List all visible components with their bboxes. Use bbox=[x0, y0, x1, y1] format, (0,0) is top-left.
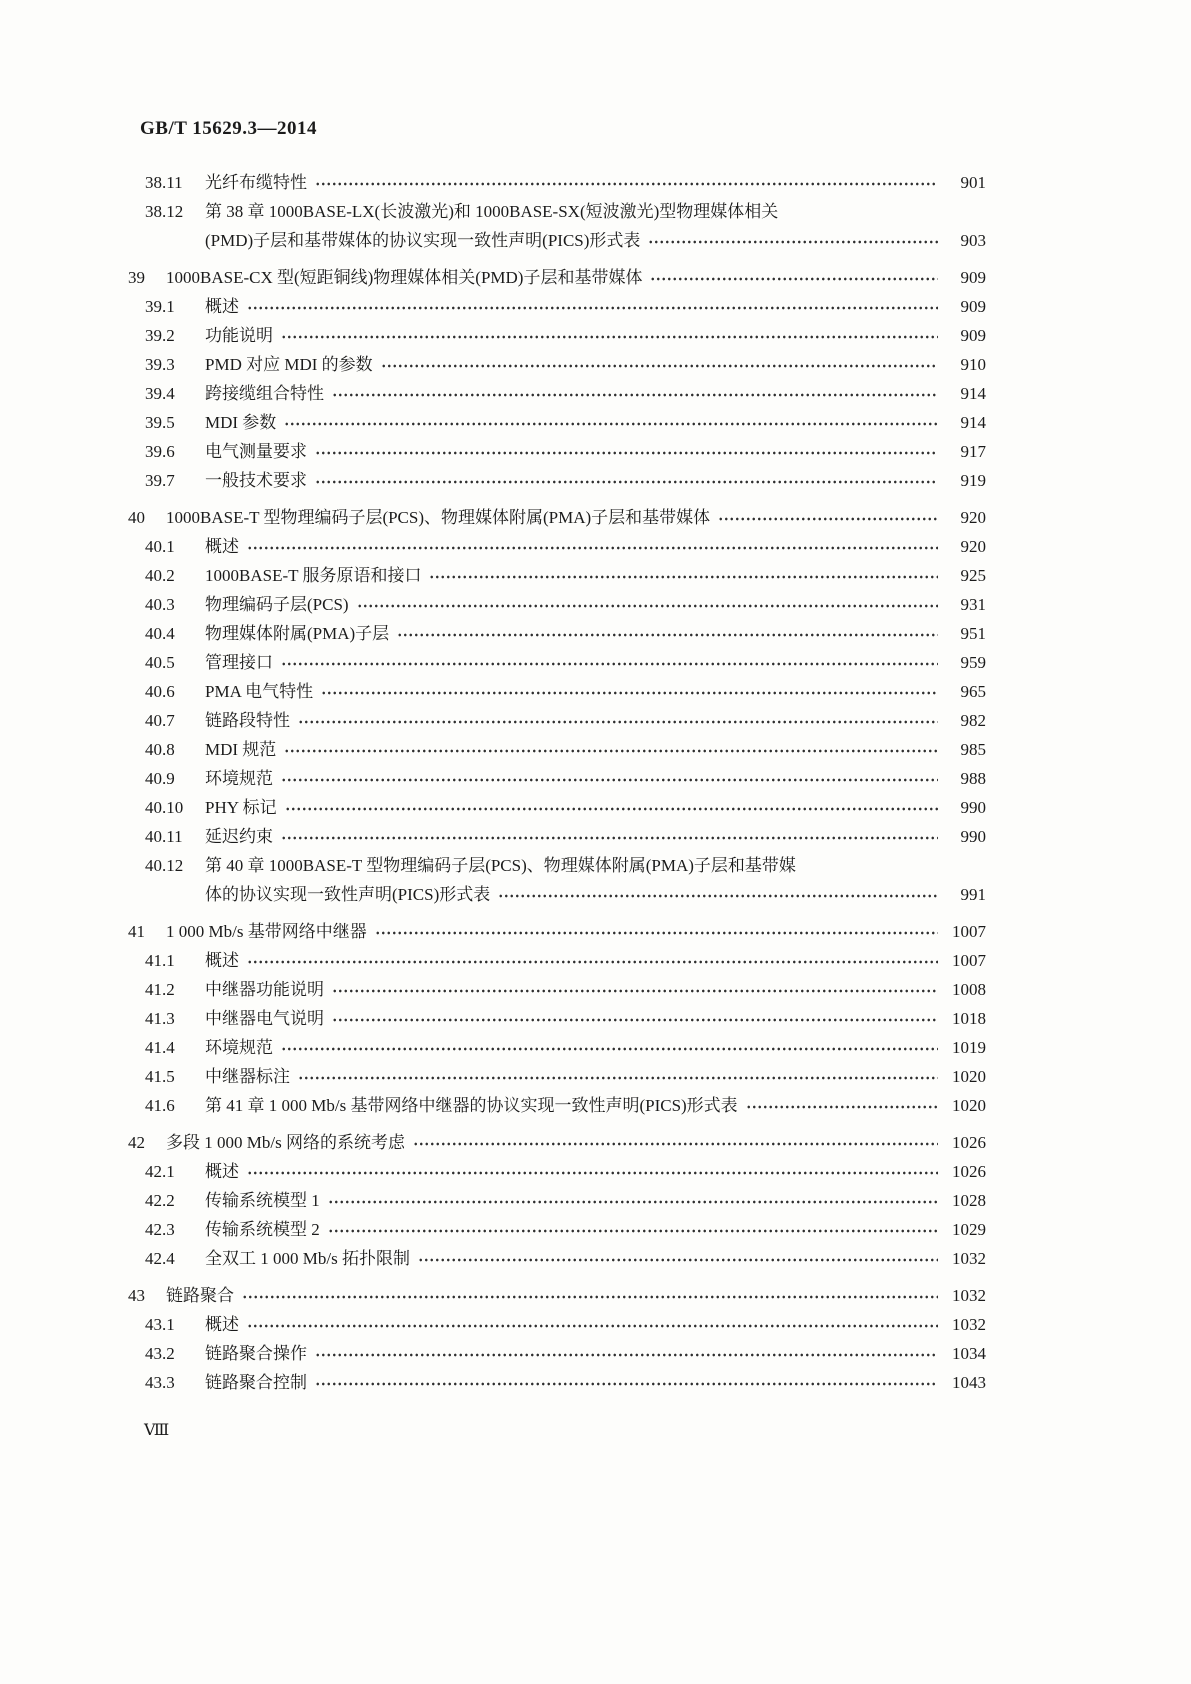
toc-entry-title: PMD 对应 MDI 的参数 bbox=[205, 355, 373, 374]
toc-dot-leader bbox=[315, 1339, 938, 1368]
toc-entry-page: 917 bbox=[960, 442, 986, 461]
toc-entry bbox=[128, 946, 986, 975]
toc-entry-number: 41.2 bbox=[145, 980, 175, 999]
toc-entry-number: 39.6 bbox=[145, 442, 175, 461]
toc-entry bbox=[128, 321, 986, 350]
toc-dot-leader bbox=[397, 619, 938, 648]
toc-entry-number: 40 bbox=[128, 508, 145, 527]
toc-dot-leader bbox=[357, 590, 938, 619]
toc-entry-number: 41.4 bbox=[145, 1038, 175, 1057]
toc-entry bbox=[128, 706, 986, 735]
toc-entry bbox=[128, 851, 986, 909]
toc-entry bbox=[128, 590, 986, 619]
toc-entry bbox=[128, 1368, 986, 1397]
toc-entry-page: 959 bbox=[960, 653, 986, 672]
toc-dot-leader bbox=[418, 1244, 938, 1273]
toc-entry-page: 920 bbox=[960, 508, 986, 527]
toc-entry-title: 全双工 1 000 Mb/s 拓扑限制 bbox=[205, 1249, 410, 1268]
toc-entry-page: 1032 bbox=[952, 1249, 986, 1268]
toc-dot-leader bbox=[281, 764, 938, 793]
toc-entry bbox=[128, 648, 986, 677]
toc-entry-title: 链路段特性 bbox=[205, 711, 290, 730]
toc-entry-title: 概述 bbox=[205, 1162, 239, 1181]
toc-entry-title: 概述 bbox=[205, 951, 239, 970]
toc-entry bbox=[128, 793, 986, 822]
toc-entry-title: 环境规范 bbox=[205, 769, 273, 788]
toc-entry-number: 42 bbox=[128, 1133, 145, 1152]
toc-entry-title: 功能说明 bbox=[205, 326, 273, 345]
toc-entry bbox=[128, 1310, 986, 1339]
toc-dot-leader bbox=[247, 292, 938, 321]
toc-entry bbox=[128, 1339, 986, 1368]
toc-entry-page: 1020 bbox=[952, 1096, 986, 1115]
toc-dot-leader bbox=[281, 648, 938, 677]
toc-entry-page: 990 bbox=[960, 827, 986, 846]
toc-entry bbox=[128, 1244, 986, 1273]
toc-entry-page: 909 bbox=[960, 268, 986, 287]
toc-entry-page: 965 bbox=[960, 682, 986, 701]
toc-entry bbox=[128, 408, 986, 437]
toc-dot-leader bbox=[315, 437, 938, 466]
toc-entry-page: 1032 bbox=[952, 1315, 986, 1334]
toc-entry-page: 985 bbox=[960, 740, 986, 759]
toc-entry-number: 40.10 bbox=[145, 798, 184, 817]
toc-entry bbox=[128, 1062, 986, 1091]
toc-dot-leader bbox=[281, 321, 938, 350]
toc-entry-page: 919 bbox=[960, 471, 986, 490]
toc-dot-leader bbox=[242, 1281, 938, 1310]
toc-entry-title: 环境规范 bbox=[205, 1038, 273, 1057]
toc-entry-page: 1026 bbox=[952, 1162, 986, 1181]
toc-entry-page: 991 bbox=[960, 885, 986, 904]
toc-entry bbox=[128, 917, 986, 946]
toc-entry bbox=[128, 764, 986, 793]
toc-entry bbox=[128, 350, 986, 379]
toc-entry-number: 42.1 bbox=[145, 1162, 175, 1181]
toc-list bbox=[128, 168, 986, 1397]
toc-entry-number: 42.4 bbox=[145, 1249, 175, 1268]
toc-entry-page: 1007 bbox=[952, 951, 986, 970]
toc-entry-number: 40.12 bbox=[145, 856, 184, 875]
toc-entry-number: 40.5 bbox=[145, 653, 175, 672]
toc-entry-number: 41.6 bbox=[145, 1096, 175, 1115]
toc-entry bbox=[128, 1186, 986, 1215]
toc-entry-title: 第 41 章 1 000 Mb/s 基带网络中继器的协议实现一致性声明(PICS)形式表 bbox=[205, 1096, 738, 1115]
toc-entry bbox=[128, 1033, 986, 1062]
toc-entry-number: 39.2 bbox=[145, 326, 175, 345]
toc-dot-leader bbox=[413, 1128, 938, 1157]
toc-entry-page: 910 bbox=[960, 355, 986, 374]
toc-entry-page: 909 bbox=[960, 326, 986, 345]
toc-entry bbox=[128, 466, 986, 495]
toc-entry-title: MDI 规范 bbox=[205, 740, 277, 759]
toc-entry-number: 40.8 bbox=[145, 740, 175, 759]
toc-dot-leader bbox=[746, 1091, 938, 1120]
toc-entry-title: 延迟约束 bbox=[205, 827, 273, 846]
toc-entry-page: 909 bbox=[960, 297, 986, 316]
toc-entry-title: 链路聚合操作 bbox=[205, 1344, 307, 1363]
toc-entry-number: 43.2 bbox=[145, 1344, 175, 1363]
toc-dot-leader bbox=[429, 561, 938, 590]
toc-dot-leader bbox=[281, 1033, 938, 1062]
toc-entry bbox=[128, 532, 986, 561]
toc-entry-title: 1000BASE-T 型物理编码子层(PCS)、物理媒体附属(PMA)子层和基带媒体 bbox=[166, 508, 711, 527]
toc-entry bbox=[128, 561, 986, 590]
toc-entry-number: 43.3 bbox=[145, 1373, 175, 1392]
toc-entry-number: 42.3 bbox=[145, 1220, 175, 1239]
toc-entry-number: 42.2 bbox=[145, 1191, 175, 1210]
toc-entry bbox=[128, 975, 986, 1004]
toc-dot-leader bbox=[328, 1215, 938, 1244]
toc-dot-leader bbox=[315, 466, 938, 495]
toc-entry-page: 1026 bbox=[952, 1133, 986, 1152]
toc-dot-leader bbox=[332, 975, 938, 1004]
toc-dot-leader bbox=[648, 226, 938, 255]
toc-dot-leader bbox=[718, 503, 938, 532]
toc-entry bbox=[128, 1004, 986, 1033]
toc-entry bbox=[128, 1215, 986, 1244]
toc-entry-title: 链路聚合控制 bbox=[205, 1373, 307, 1392]
toc-entry bbox=[128, 1281, 986, 1310]
toc-entry-page: 1018 bbox=[952, 1009, 986, 1028]
document-number-header: GB/T 15629.3—2014 bbox=[140, 118, 318, 139]
toc-entry-page: 1043 bbox=[952, 1373, 986, 1392]
toc-entry-number: 41 bbox=[128, 922, 145, 941]
toc-dot-leader bbox=[650, 263, 938, 292]
toc-entry bbox=[128, 437, 986, 466]
toc-entry-page: 1007 bbox=[952, 922, 986, 941]
toc-entry-number: 39.7 bbox=[145, 471, 175, 490]
toc-entry-number: 40.7 bbox=[145, 711, 175, 730]
toc-dot-leader bbox=[284, 408, 938, 437]
toc-entry-title: 管理接口 bbox=[205, 653, 273, 672]
toc-entry-number: 38.11 bbox=[145, 173, 183, 192]
toc-entry-number: 40.6 bbox=[145, 682, 175, 701]
toc-dot-leader bbox=[284, 735, 938, 764]
toc-entry-title: 1000BASE-T 服务原语和接口 bbox=[205, 566, 422, 585]
toc-entry bbox=[128, 379, 986, 408]
toc-dot-leader bbox=[315, 1368, 938, 1397]
toc-entry-title: 跨接缆组合特性 bbox=[205, 384, 324, 403]
toc-entry-page: 1008 bbox=[952, 980, 986, 999]
toc-entry-title: 多段 1 000 Mb/s 网络的系统考虑 bbox=[166, 1133, 405, 1152]
toc-entry-title: 中继器电气说明 bbox=[205, 1009, 324, 1028]
toc-dot-leader bbox=[281, 822, 938, 851]
toc-entry-title: 概述 bbox=[205, 297, 239, 316]
toc-entry-title: MDI 参数 bbox=[205, 413, 277, 432]
toc-entry bbox=[128, 263, 986, 292]
toc-entry-title: 一般技术要求 bbox=[205, 471, 307, 490]
toc-dot-leader bbox=[285, 793, 938, 822]
toc-entry-title: 概述 bbox=[205, 1315, 239, 1334]
toc-entry-title-continued: (PMD)子层和基带媒体的协议实现一致性声明(PICS)形式表 bbox=[205, 231, 641, 250]
toc-entry-number: 41.3 bbox=[145, 1009, 175, 1028]
toc-entry bbox=[128, 619, 986, 648]
toc-entry bbox=[128, 1091, 986, 1120]
toc-entry-page: 1029 bbox=[952, 1220, 986, 1239]
toc-dot-leader bbox=[332, 1004, 938, 1033]
toc-entry-page: 1019 bbox=[952, 1038, 986, 1057]
toc-entry-title: 光纤布缆特性 bbox=[205, 173, 307, 192]
toc-entry-page: 1028 bbox=[952, 1191, 986, 1210]
toc-entry-number: 39.5 bbox=[145, 413, 175, 432]
toc-entry-title: 中继器标注 bbox=[205, 1067, 290, 1086]
toc-entry-title: 第 40 章 1000BASE-T 型物理编码子层(PCS)、物理媒体附属(PMA)子层和基带媒 bbox=[205, 856, 796, 875]
toc-entry bbox=[128, 677, 986, 706]
toc-entry-number: 40.9 bbox=[145, 769, 175, 788]
toc-entry-page: 990 bbox=[960, 798, 986, 817]
toc-entry-number: 43.1 bbox=[145, 1315, 175, 1334]
toc-dot-leader bbox=[375, 917, 938, 946]
toc-entry-page: 901 bbox=[960, 173, 986, 192]
toc-entry-page: 914 bbox=[960, 384, 986, 403]
toc-dot-leader bbox=[498, 880, 938, 909]
toc-entry bbox=[128, 292, 986, 321]
toc-dot-leader bbox=[381, 350, 938, 379]
toc-entry-page: 1034 bbox=[952, 1344, 986, 1363]
toc-dot-leader bbox=[315, 168, 938, 197]
toc-entry-number: 39.4 bbox=[145, 384, 175, 403]
toc-entry-page: 903 bbox=[960, 231, 986, 250]
page-number-footer: Ⅷ bbox=[144, 1422, 170, 1439]
toc-entry-page: 925 bbox=[960, 566, 986, 585]
toc-entry-number: 40.3 bbox=[145, 595, 175, 614]
toc-entry bbox=[128, 735, 986, 764]
toc-entry-page: 931 bbox=[960, 595, 986, 614]
toc-entry-title: PMA 电气特性 bbox=[205, 682, 314, 701]
toc-dot-leader bbox=[332, 379, 938, 408]
toc-entry bbox=[128, 1157, 986, 1186]
toc-entry bbox=[128, 197, 986, 255]
toc-entry-title-continued: 体的协议实现一致性声明(PICS)形式表 bbox=[205, 885, 491, 904]
toc-entry-number: 40.4 bbox=[145, 624, 175, 643]
toc-entry-title: PHY 标记 bbox=[205, 798, 277, 817]
toc-entry bbox=[128, 1128, 986, 1157]
toc-entry-page: 982 bbox=[960, 711, 986, 730]
toc-entry-title: 概述 bbox=[205, 537, 239, 556]
toc-dot-leader bbox=[298, 1062, 938, 1091]
toc-dot-leader bbox=[298, 706, 938, 735]
toc-dot-leader bbox=[328, 1186, 938, 1215]
toc-entry-number: 39.3 bbox=[145, 355, 175, 374]
toc-entry-number: 40.11 bbox=[145, 827, 183, 846]
toc-dot-leader bbox=[247, 1310, 938, 1339]
toc-entry-title: 物理编码子层(PCS) bbox=[205, 595, 349, 614]
toc-entry-title: 链路聚合 bbox=[166, 1286, 234, 1305]
toc-dot-leader bbox=[321, 677, 938, 706]
toc-entry-number: 41.5 bbox=[145, 1067, 175, 1086]
toc-dot-leader bbox=[247, 1157, 938, 1186]
toc-entry-number: 41.1 bbox=[145, 951, 175, 970]
toc-entry-page: 988 bbox=[960, 769, 986, 788]
toc-entry-page: 920 bbox=[960, 537, 986, 556]
toc-entry bbox=[128, 822, 986, 851]
toc-entry-title: 1000BASE-CX 型(短距铜线)物理媒体相关(PMD)子层和基带媒体 bbox=[166, 268, 643, 287]
toc-dot-leader bbox=[247, 946, 938, 975]
toc-entry-page: 1020 bbox=[952, 1067, 986, 1086]
toc-entry-page: 914 bbox=[960, 413, 986, 432]
toc-entry-title: 物理媒体附属(PMA)子层 bbox=[205, 624, 390, 643]
toc-entry-number: 40.1 bbox=[145, 537, 175, 556]
toc-entry-page: 951 bbox=[960, 624, 986, 643]
toc-entry bbox=[128, 168, 986, 197]
toc-entry-number: 39 bbox=[128, 268, 145, 287]
toc-entry-title: 第 38 章 1000BASE-LX(长波激光)和 1000BASE-SX(短波激光)型物理媒体相关 bbox=[205, 202, 779, 221]
toc-entry-number: 43 bbox=[128, 1286, 145, 1305]
toc-entry-page: 1032 bbox=[952, 1286, 986, 1305]
toc-entry bbox=[128, 503, 986, 532]
toc-dot-leader bbox=[247, 532, 938, 561]
toc-entry-number: 40.2 bbox=[145, 566, 175, 585]
toc-entry-title: 1 000 Mb/s 基带网络中继器 bbox=[166, 922, 367, 941]
toc-entry-title: 传输系统模型 1 bbox=[205, 1191, 320, 1210]
toc-entry-number: 39.1 bbox=[145, 297, 175, 316]
toc-entry-number: 38.12 bbox=[145, 202, 184, 221]
toc-entry-title: 中继器功能说明 bbox=[205, 980, 324, 999]
toc-entry-title: 电气测量要求 bbox=[205, 442, 307, 461]
toc-entry-title: 传输系统模型 2 bbox=[205, 1220, 320, 1239]
